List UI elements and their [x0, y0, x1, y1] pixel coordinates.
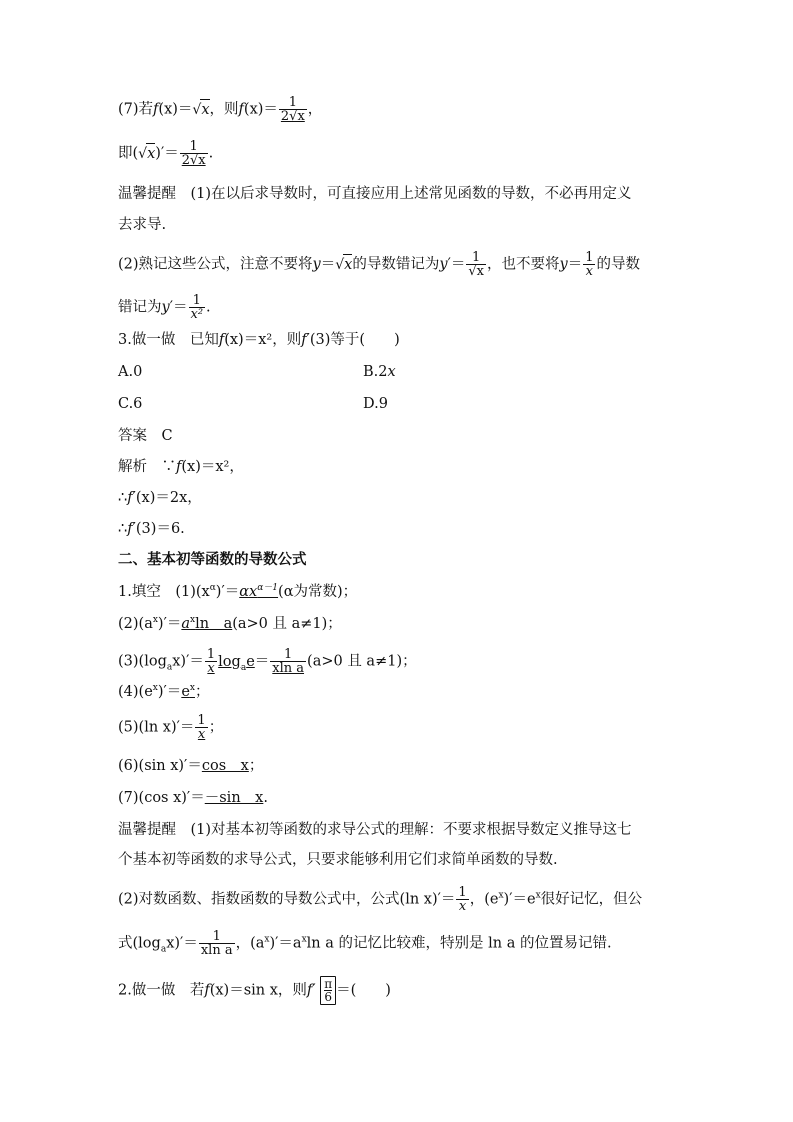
- text: ；: [208, 719, 224, 736]
- text: a: [166, 662, 173, 673]
- numerator: 1: [199, 930, 235, 944]
- text: x: [152, 683, 158, 694]
- option-b[interactable]: [363, 362, 396, 382]
- fill-item-3: [118, 648, 417, 675]
- denominator: √x: [468, 264, 484, 279]
- formula-line-7: [118, 96, 322, 123]
- option-d[interactable]: D.9: [363, 396, 388, 412]
- text: f: [218, 332, 225, 348]
- text: a: [181, 616, 191, 632]
- answer-blank: －sin x: [204, 790, 264, 806]
- text: 去求导.: [118, 217, 167, 233]
- text: x: [189, 683, 195, 694]
- answer-blank: [239, 584, 278, 600]
- fraction: [195, 714, 207, 741]
- fill-item-7: [118, 788, 268, 808]
- text: .: [208, 145, 214, 162]
- numerator: 1: [458, 885, 467, 900]
- text: (3)(log: [118, 653, 167, 670]
- option-a[interactable]: A.0: [118, 364, 143, 380]
- fraction: [205, 648, 217, 675]
- numerator: 1: [189, 294, 206, 308]
- text: 个基本初等函数的求导公式，只要求能够利用它们求简单函数的导数.: [118, 852, 558, 868]
- text: log: [218, 653, 241, 670]
- fraction: [456, 886, 468, 913]
- text: ∴: [118, 490, 128, 506]
- text: (a>0 且 a≠1)；: [307, 653, 417, 670]
- text: (5)(ln x)′＝: [118, 719, 195, 736]
- text: ，则: [209, 101, 239, 118]
- text: f: [301, 332, 307, 348]
- text: )′＝: [215, 584, 240, 600]
- option-c[interactable]: C.6: [118, 396, 143, 412]
- denominator: x: [197, 727, 206, 742]
- denominator: 2√x: [280, 109, 305, 124]
- numerator: π: [324, 977, 333, 991]
- text: y: [439, 256, 448, 273]
- text: (6)(sin x)′＝: [118, 758, 202, 774]
- exercise-label: 3.做一做: [118, 332, 176, 348]
- text: )′＝: [155, 145, 179, 162]
- options-row-2: [118, 394, 388, 414]
- fraction: [189, 294, 206, 321]
- text: )′＝e: [503, 891, 536, 908]
- denominator: xln a: [272, 661, 305, 676]
- text: x: [498, 890, 504, 901]
- text: ′(3)等于( ): [306, 332, 400, 348]
- text: )′＝a: [269, 935, 302, 952]
- text: )′＝: [157, 684, 182, 700]
- options-row-1: [118, 362, 396, 382]
- numerator: 1: [180, 140, 208, 154]
- text: f: [238, 101, 244, 118]
- answer-label: 答案: [118, 428, 147, 444]
- tip-line-4: [118, 294, 211, 321]
- text: y: [161, 299, 170, 316]
- text: αx: [239, 584, 258, 600]
- text: (2)熟记这些公式，注意不要将: [118, 256, 313, 273]
- solution-line-3: [118, 519, 185, 539]
- numerator: 1: [585, 250, 594, 265]
- text: x: [343, 254, 352, 275]
- denominator: x: [458, 899, 467, 914]
- text: x)′＝: [166, 935, 198, 952]
- text: f′: [306, 982, 316, 999]
- text: B.2: [363, 364, 388, 380]
- text: e: [246, 653, 255, 670]
- denominator: x: [207, 661, 215, 676]
- denominator: 6: [324, 990, 332, 1004]
- text: f: [176, 459, 182, 475]
- answer: [118, 426, 173, 446]
- solution-label: 解析: [118, 459, 147, 475]
- text: e: [181, 684, 190, 700]
- answer-blank: [218, 653, 255, 673]
- text: ′＝: [447, 256, 466, 273]
- fill-item-6: [118, 756, 263, 776]
- fill-item-4: [118, 682, 209, 702]
- answer-value: C: [161, 428, 173, 444]
- fraction: [583, 251, 595, 278]
- text: a: [160, 944, 167, 955]
- text: ln a 的记忆比较难，特别是 ln a 的位置易记错.: [306, 935, 612, 952]
- text: 即(: [118, 145, 139, 162]
- text: x: [387, 364, 396, 380]
- text: (2)对数函数、指数函数的导数公式中，公式(ln x)′＝: [118, 891, 456, 908]
- text: ln a: [195, 616, 233, 632]
- exercise-2: [118, 976, 391, 1005]
- text: (2)(a: [118, 616, 153, 632]
- fraction: [199, 930, 235, 957]
- fraction: [180, 140, 208, 167]
- text: y: [312, 256, 321, 273]
- text: α－1: [257, 583, 279, 594]
- text: )′＝: [157, 616, 182, 632]
- text: 的导数: [596, 256, 640, 273]
- text: ′(3)＝6.: [132, 521, 185, 537]
- fraction: [279, 96, 307, 123]
- text: ，(a: [235, 935, 265, 952]
- text: x: [200, 99, 209, 120]
- text: (α为常数)；: [278, 584, 358, 600]
- text: x: [146, 143, 155, 164]
- text: x: [152, 615, 158, 626]
- text: ，也不要将: [486, 256, 560, 273]
- fill-item-2: [118, 614, 342, 634]
- text: 的导数错记为: [352, 256, 440, 273]
- text: x: [190, 615, 196, 626]
- text: ＝: [254, 653, 270, 670]
- text: (x)＝: [158, 101, 193, 118]
- fill-item-1: [118, 582, 357, 602]
- text: (4)(e: [118, 684, 153, 700]
- denominator: x²: [190, 307, 204, 322]
- exercise-label: 2.做一做: [118, 982, 176, 999]
- tip2-line-2: [118, 850, 558, 870]
- text: (a>0 且 a≠1)；: [232, 616, 342, 632]
- text: (x)＝: [243, 101, 278, 118]
- text: x: [301, 934, 307, 945]
- answer-blank: [181, 616, 232, 632]
- fill-item-5: [118, 714, 223, 741]
- denominator: 2√x: [181, 153, 206, 168]
- text: ＝: [567, 256, 583, 273]
- text: 若: [189, 982, 205, 999]
- numerator: 1: [279, 96, 307, 110]
- answer-blank: cos x: [201, 758, 249, 774]
- numerator: 1: [270, 648, 306, 662]
- text: f: [204, 982, 210, 999]
- tip2-line-4: [118, 930, 612, 957]
- text: x)′＝: [172, 653, 204, 670]
- tip-line-2: [118, 215, 166, 235]
- text: ′＝: [169, 299, 188, 316]
- numerator: 1: [206, 647, 216, 662]
- denominator: x: [585, 264, 593, 279]
- text: (x)＝x²，: [181, 459, 244, 475]
- formula-line-sqrt: [118, 140, 213, 167]
- tip2-line-1: [118, 820, 632, 840]
- text: (x)＝sin x，则: [209, 982, 307, 999]
- fraction: [466, 251, 486, 278]
- text: (x)＝x²，则: [224, 332, 302, 348]
- text: ∵: [161, 459, 176, 475]
- tip2-line-3: [118, 886, 642, 913]
- fraction: [270, 648, 306, 675]
- solution-line-1: [118, 457, 244, 477]
- text: y: [559, 256, 568, 273]
- argument-bracket: [320, 976, 336, 1005]
- text: 很好记忆，但公: [540, 891, 643, 908]
- text: .: [206, 299, 211, 316]
- text: .: [263, 790, 268, 806]
- text: x: [535, 890, 541, 901]
- text: (1)(x: [175, 584, 210, 600]
- text: ，: [307, 101, 323, 118]
- text: (7)若: [118, 101, 154, 118]
- text: (7)(cos x)′＝: [118, 790, 205, 806]
- fill-label: 1.填空: [118, 584, 161, 600]
- numerator: 1: [466, 251, 486, 265]
- sqrt-symbol: √: [192, 101, 202, 118]
- exercise-3: [118, 330, 400, 350]
- text: f: [127, 521, 133, 537]
- text: ∴: [118, 521, 128, 537]
- text: 式(log: [118, 935, 161, 952]
- sqrt-symbol: √: [138, 145, 148, 162]
- denominator: xln a: [200, 943, 233, 958]
- text: (1)在以后求导数时，可直接应用上述常见函数的导数，不必再用定义: [190, 186, 632, 202]
- answer-blank: [181, 684, 195, 700]
- text: ，(e: [469, 891, 499, 908]
- text: 已知: [189, 332, 219, 348]
- text: ；: [194, 684, 210, 700]
- text: ＝( ): [336, 982, 391, 999]
- text: ′(x)＝2x，: [132, 490, 202, 506]
- section-title: 二、基本初等函数的导数公式: [118, 551, 307, 568]
- numerator: 1: [197, 713, 206, 728]
- text: x: [264, 934, 270, 945]
- solution-line-2: [118, 488, 202, 508]
- text: 错记为: [118, 299, 162, 316]
- tip-label: 温馨提醒: [118, 822, 176, 838]
- text: (1)对基本初等函数的求导公式的理解：不要求根据导数定义推导这七: [190, 822, 632, 838]
- text: a: [240, 662, 247, 673]
- text: ＝: [320, 256, 336, 273]
- tip-label: 温馨提醒: [118, 186, 176, 202]
- text: f: [153, 101, 159, 118]
- text: α: [209, 583, 216, 594]
- tip-line-3: [118, 251, 640, 278]
- sqrt-symbol: √: [335, 256, 345, 273]
- text: ；: [248, 758, 264, 774]
- text: f: [127, 490, 133, 506]
- tip-line-1: [118, 184, 632, 204]
